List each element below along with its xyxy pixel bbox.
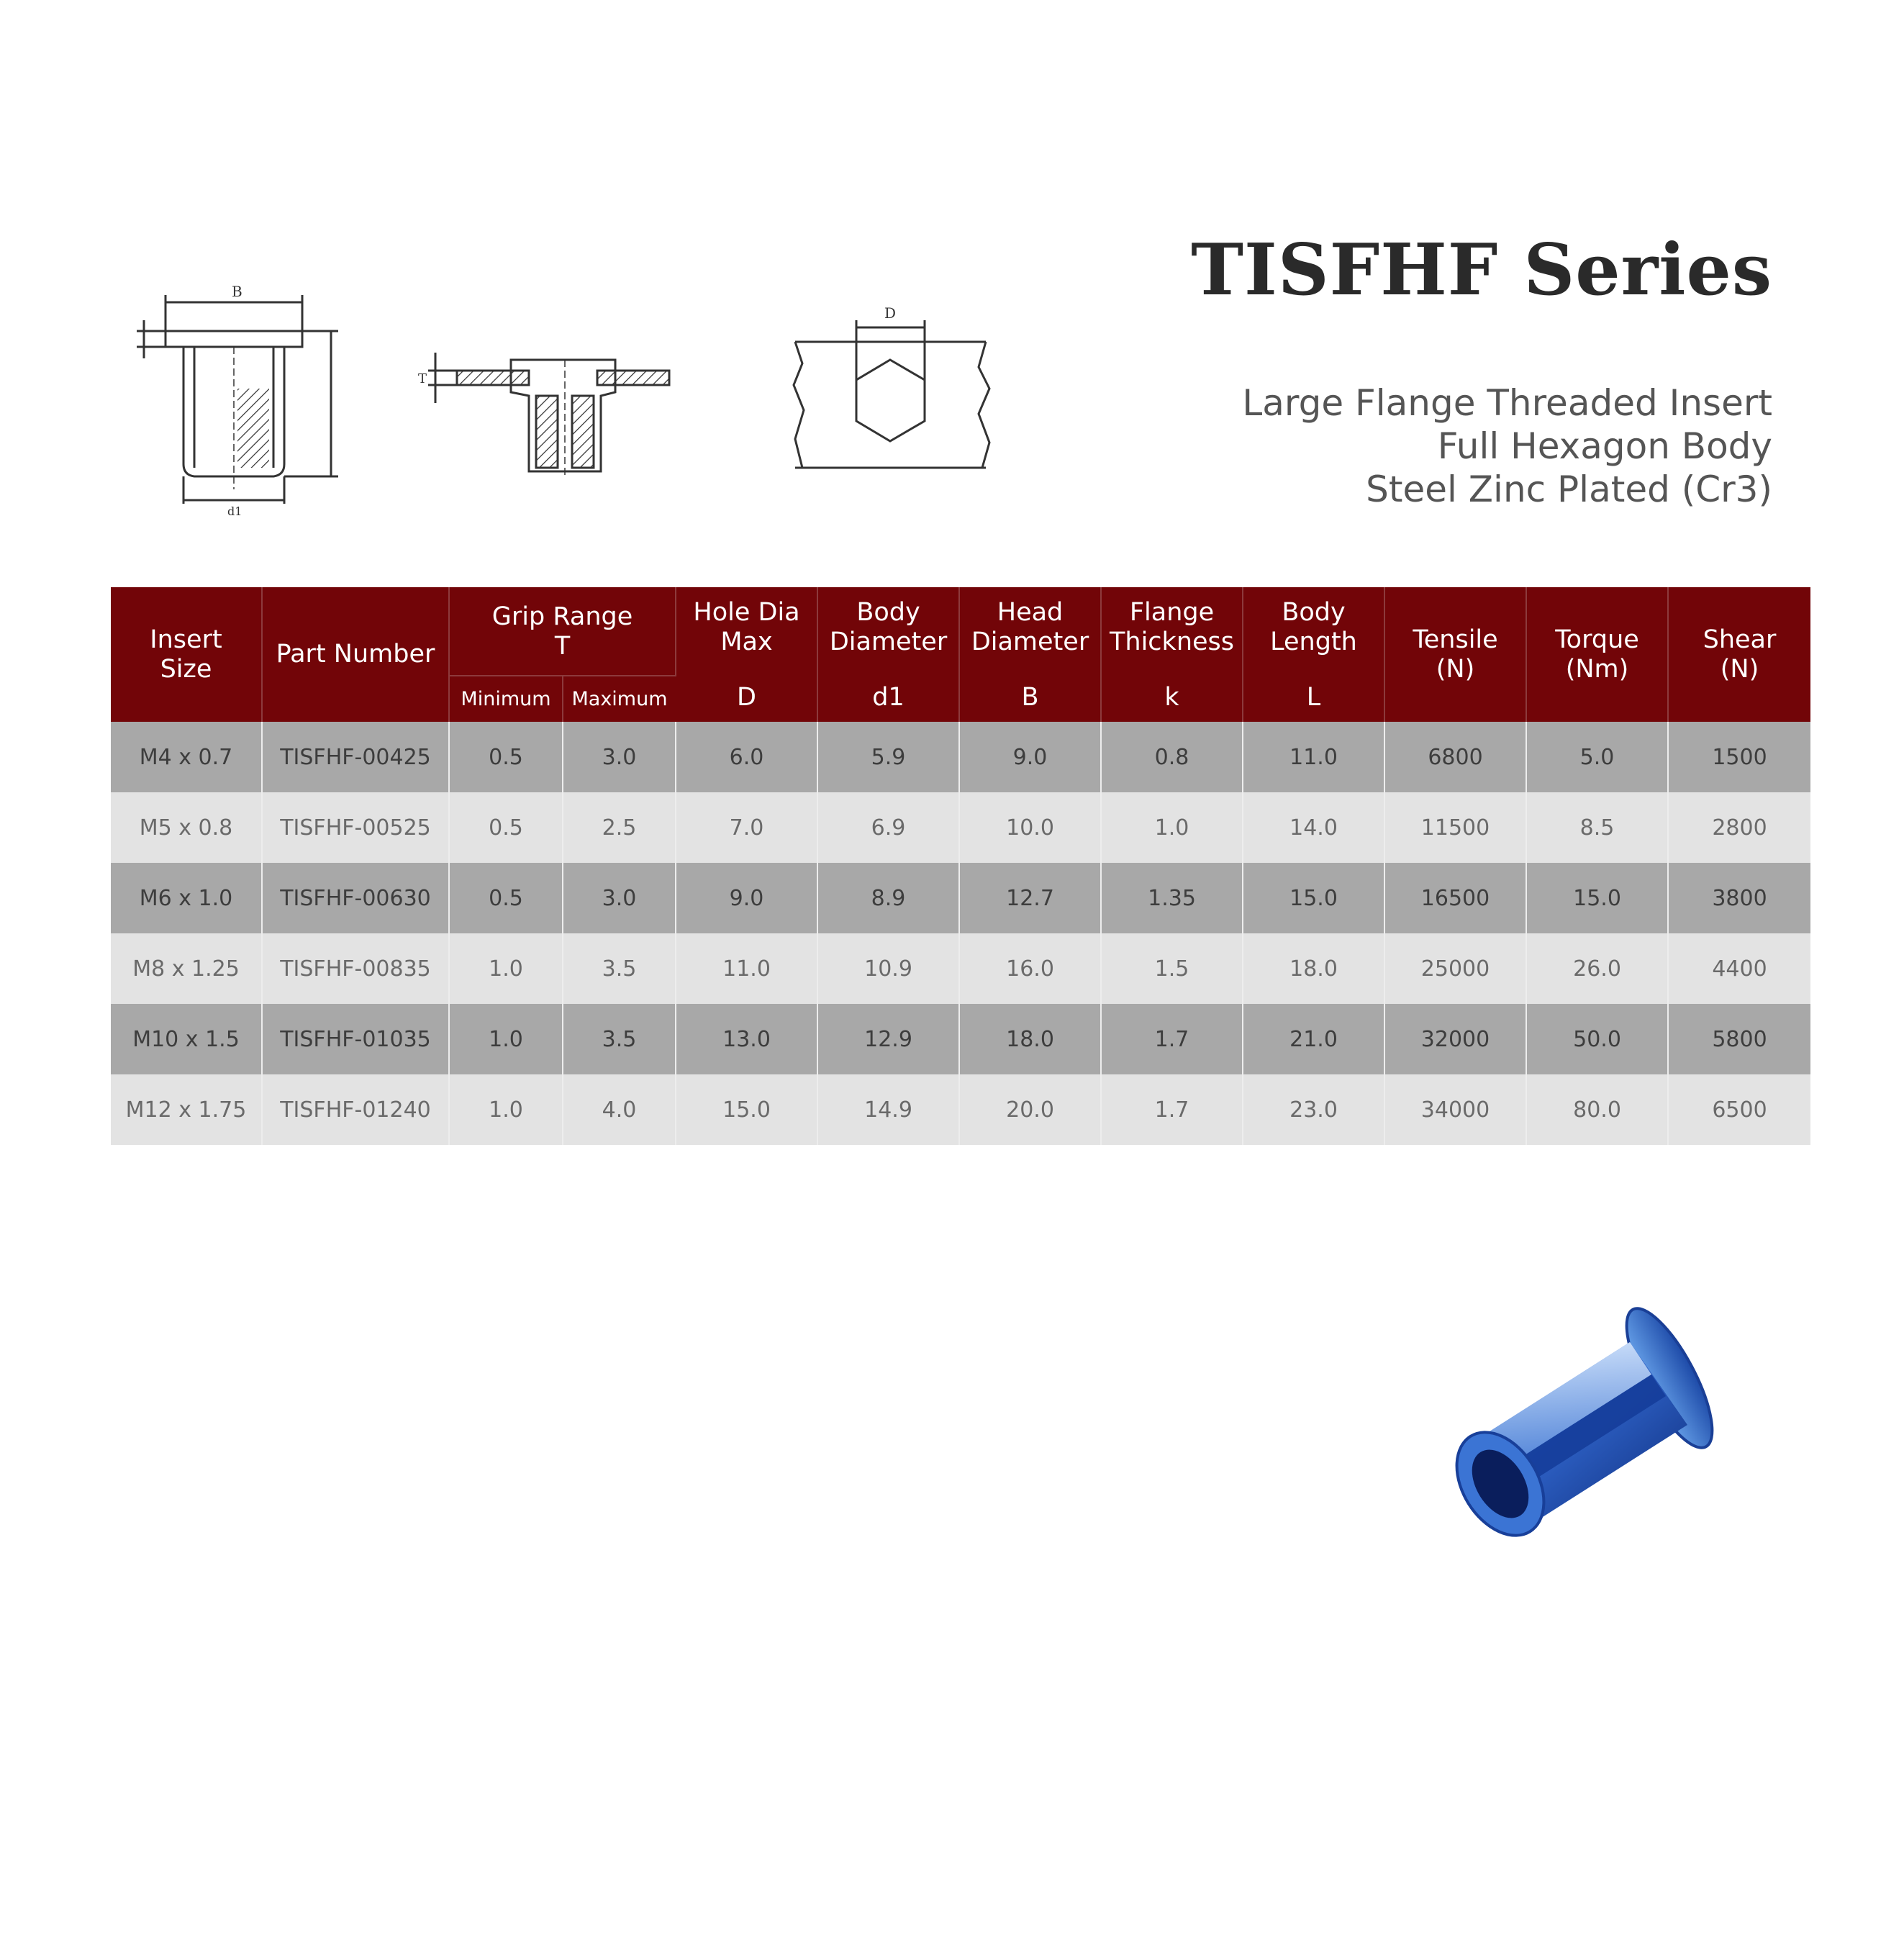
header-body-length: Body Length L bbox=[1243, 587, 1384, 722]
cell-hole-dia: 7.0 bbox=[676, 792, 817, 863]
cell-head-diameter: 20.0 bbox=[959, 1074, 1101, 1145]
table-row bbox=[111, 1004, 1810, 1074]
cell-flange-thickness: 1.0 bbox=[1101, 792, 1243, 863]
cell-grip-max: 3.5 bbox=[563, 1004, 676, 1074]
cell-body-length: 11.0 bbox=[1243, 722, 1384, 792]
cell-grip-max: 3.0 bbox=[563, 722, 676, 792]
header-insert-size: Insert Size bbox=[111, 587, 262, 722]
subtitle-line-1: Large Flange Threaded Insert bbox=[1242, 382, 1772, 424]
header-head-diameter: Head Diameter B bbox=[959, 587, 1101, 722]
subtitle-line-2: Full Hexagon Body bbox=[1437, 425, 1772, 467]
cell-tensile: 32000 bbox=[1384, 1004, 1526, 1074]
subtitle-line-3: Steel Zinc Plated (Cr3) bbox=[1366, 468, 1772, 510]
hex-top-view-drawing bbox=[788, 302, 997, 482]
cell-body-length: 14.0 bbox=[1243, 792, 1384, 863]
cell-body-diameter: 8.9 bbox=[817, 863, 959, 933]
cell-insert-size: M4 x 0.7 bbox=[111, 722, 262, 792]
header-grip-min: Minimum bbox=[449, 676, 563, 722]
cell-shear: 1500 bbox=[1668, 722, 1810, 792]
cell-body-length: 18.0 bbox=[1243, 933, 1384, 1004]
cell-part-number: TISFHF-00525 bbox=[262, 792, 449, 863]
cell-part-number: TISFHF-00630 bbox=[262, 863, 449, 933]
cell-insert-size: M5 x 0.8 bbox=[111, 792, 262, 863]
header-flange-thickness: Flange Thickness k bbox=[1101, 587, 1243, 722]
cell-torque: 80.0 bbox=[1526, 1074, 1668, 1145]
cell-grip-max: 3.0 bbox=[563, 863, 676, 933]
header-torque: Torque (Nm) bbox=[1526, 587, 1668, 722]
cell-insert-size: M8 x 1.25 bbox=[111, 933, 262, 1004]
cell-flange-thickness: 1.7 bbox=[1101, 1074, 1243, 1145]
table-row bbox=[111, 1074, 1810, 1145]
cell-tensile: 25000 bbox=[1384, 933, 1526, 1004]
insert-side-section-drawing bbox=[122, 281, 360, 518]
cell-body-diameter: 12.9 bbox=[817, 1004, 959, 1074]
cell-grip-max: 3.5 bbox=[563, 933, 676, 1004]
table-row bbox=[111, 792, 1810, 863]
cell-head-diameter: 18.0 bbox=[959, 1004, 1101, 1074]
table-row bbox=[111, 933, 1810, 1004]
installed-section-drawing bbox=[414, 338, 716, 482]
side-view-d1-label: d1 bbox=[227, 504, 242, 518]
cell-grip-min: 1.0 bbox=[449, 1074, 563, 1145]
cell-shear: 3800 bbox=[1668, 863, 1810, 933]
subtitle bbox=[1242, 381, 1772, 511]
cell-tensile: 34000 bbox=[1384, 1074, 1526, 1145]
cell-grip-min: 0.5 bbox=[449, 863, 563, 933]
spec-table bbox=[111, 587, 1810, 1145]
table-row bbox=[111, 722, 1810, 792]
cell-head-diameter: 12.7 bbox=[959, 863, 1101, 933]
header-hole-dia: Hole Dia Max D bbox=[676, 587, 817, 722]
cell-head-diameter: 10.0 bbox=[959, 792, 1101, 863]
cell-grip-max: 2.5 bbox=[563, 792, 676, 863]
table-row bbox=[111, 863, 1810, 933]
cell-grip-min: 0.5 bbox=[449, 792, 563, 863]
series-title: TISFHF Series bbox=[1191, 229, 1772, 312]
cell-shear: 6500 bbox=[1668, 1074, 1810, 1145]
cell-body-length: 23.0 bbox=[1243, 1074, 1384, 1145]
cell-part-number: TISFHF-00835 bbox=[262, 933, 449, 1004]
cell-flange-thickness: 0.8 bbox=[1101, 722, 1243, 792]
cell-part-number: TISFHF-00425 bbox=[262, 722, 449, 792]
cell-shear: 5800 bbox=[1668, 1004, 1810, 1074]
cell-grip-max: 4.0 bbox=[563, 1074, 676, 1145]
cell-torque: 8.5 bbox=[1526, 792, 1668, 863]
cell-hole-dia: 11.0 bbox=[676, 933, 817, 1004]
cell-part-number: TISFHF-01240 bbox=[262, 1074, 449, 1145]
cell-insert-size: M12 x 1.75 bbox=[111, 1074, 262, 1145]
side-view-b-label: B bbox=[232, 283, 242, 300]
header-body-diameter: Body Diameter d1 bbox=[817, 587, 959, 722]
cell-hole-dia: 15.0 bbox=[676, 1074, 817, 1145]
product-rivet-nut-icon bbox=[1450, 1288, 1752, 1557]
cell-body-diameter: 10.9 bbox=[817, 933, 959, 1004]
cell-flange-thickness: 1.7 bbox=[1101, 1004, 1243, 1074]
cell-insert-size: M10 x 1.5 bbox=[111, 1004, 262, 1074]
cell-torque: 50.0 bbox=[1526, 1004, 1668, 1074]
cell-torque: 26.0 bbox=[1526, 933, 1668, 1004]
cell-torque: 5.0 bbox=[1526, 722, 1668, 792]
cell-head-diameter: 16.0 bbox=[959, 933, 1101, 1004]
header-shear: Shear (N) bbox=[1668, 587, 1810, 722]
cell-flange-thickness: 1.5 bbox=[1101, 933, 1243, 1004]
cell-part-number: TISFHF-01035 bbox=[262, 1004, 449, 1074]
cell-body-diameter: 6.9 bbox=[817, 792, 959, 863]
cell-shear: 4400 bbox=[1668, 933, 1810, 1004]
cell-body-diameter: 5.9 bbox=[817, 722, 959, 792]
cell-grip-min: 1.0 bbox=[449, 933, 563, 1004]
header-grip-range: Grip Range T bbox=[449, 587, 676, 676]
cell-tensile: 16500 bbox=[1384, 863, 1526, 933]
cell-tensile: 11500 bbox=[1384, 792, 1526, 863]
cell-hole-dia: 9.0 bbox=[676, 863, 817, 933]
cell-grip-min: 1.0 bbox=[449, 1004, 563, 1074]
cell-head-diameter: 9.0 bbox=[959, 722, 1101, 792]
header-grip-max: Maximum bbox=[563, 676, 676, 722]
cell-insert-size: M6 x 1.0 bbox=[111, 863, 262, 933]
header-part-number: Part Number bbox=[262, 587, 449, 722]
header-tensile: Tensile (N) bbox=[1384, 587, 1526, 722]
cell-grip-min: 0.5 bbox=[449, 722, 563, 792]
cell-body-diameter: 14.9 bbox=[817, 1074, 959, 1145]
cell-hole-dia: 6.0 bbox=[676, 722, 817, 792]
cell-tensile: 6800 bbox=[1384, 722, 1526, 792]
cell-body-length: 15.0 bbox=[1243, 863, 1384, 933]
installed-t-label: T bbox=[418, 371, 427, 386]
cell-shear: 2800 bbox=[1668, 792, 1810, 863]
cell-hole-dia: 13.0 bbox=[676, 1004, 817, 1074]
cell-flange-thickness: 1.35 bbox=[1101, 863, 1243, 933]
cell-torque: 15.0 bbox=[1526, 863, 1668, 933]
top-view-d-label: D bbox=[884, 304, 897, 322]
cell-body-length: 21.0 bbox=[1243, 1004, 1384, 1074]
